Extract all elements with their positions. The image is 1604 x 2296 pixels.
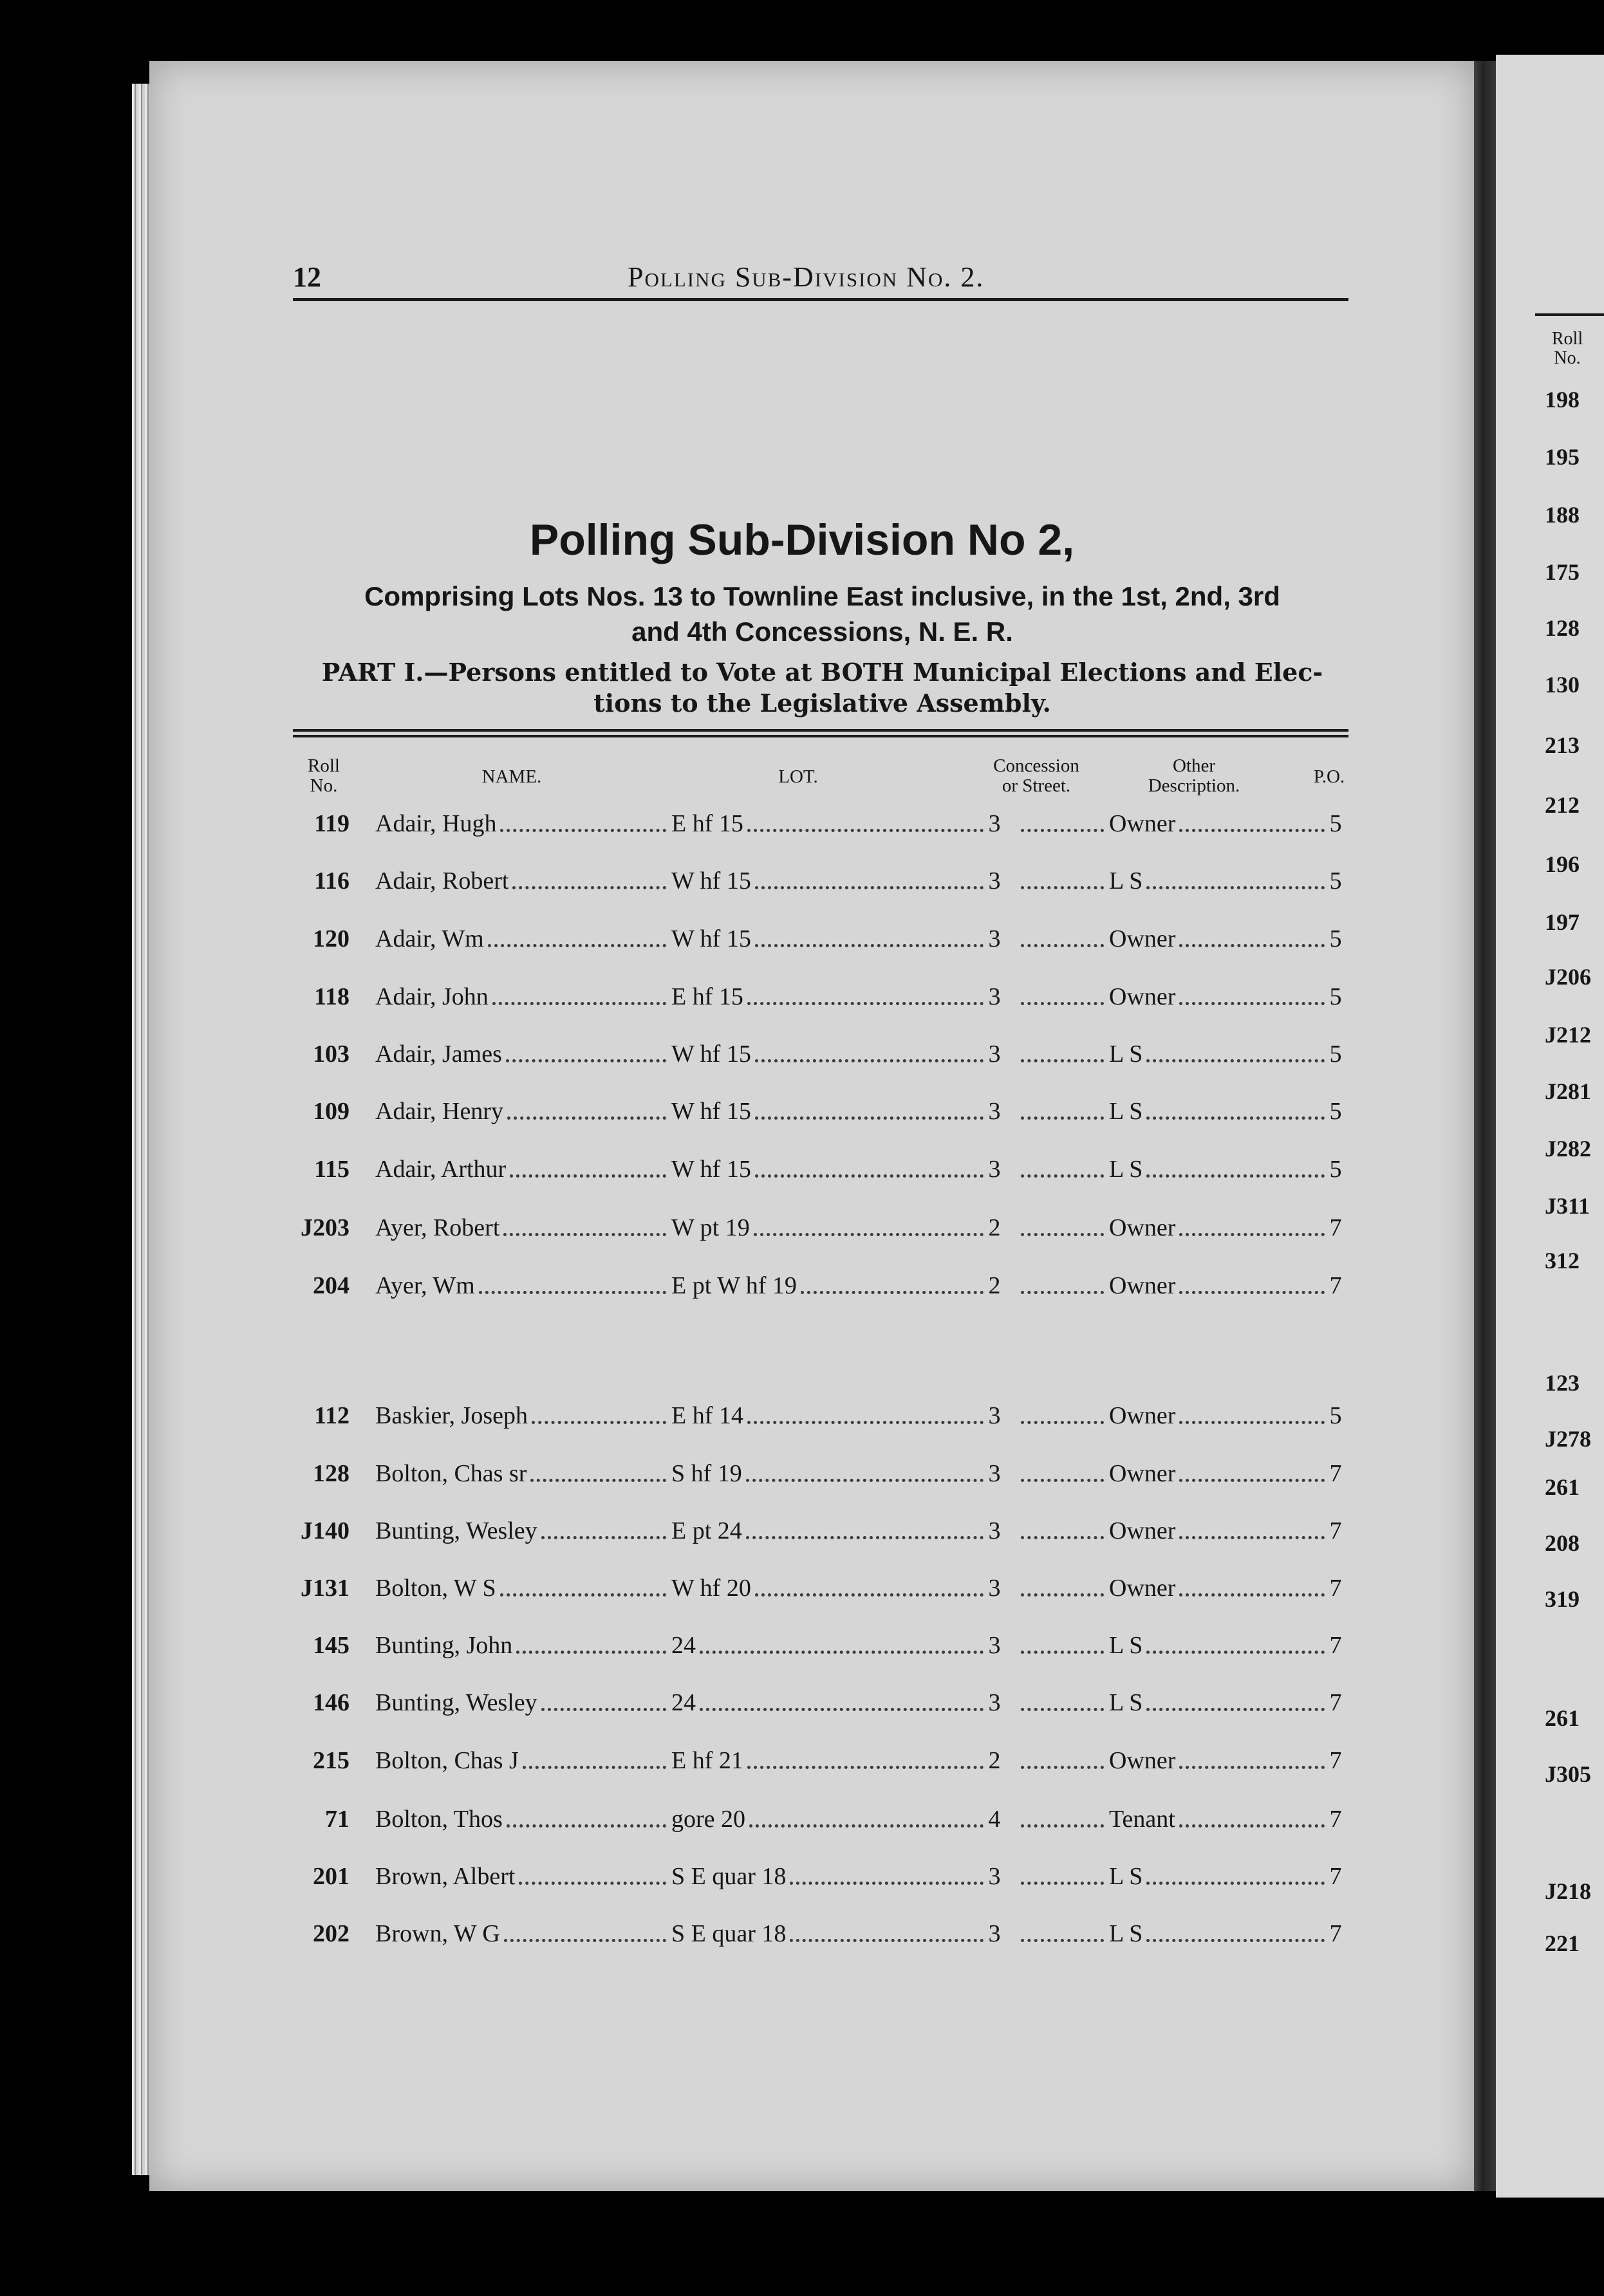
leader-dots — [755, 944, 984, 947]
header-rule — [293, 298, 1348, 301]
table-row — [293, 1631, 1365, 1670]
table-row — [293, 867, 1365, 905]
roll-no: J140 — [301, 1517, 350, 1544]
concession: 3 — [988, 1920, 1001, 1947]
leader-dots — [500, 1593, 666, 1597]
concession: 3 — [988, 1460, 1001, 1487]
leader-dots — [1146, 1174, 1325, 1178]
roll-no: 120 — [313, 925, 350, 952]
leader-dots — [530, 1479, 666, 1482]
concession: 2 — [988, 1272, 1001, 1299]
concession: 2 — [988, 1214, 1001, 1241]
roll-no: J203 — [301, 1214, 350, 1241]
description: Owner — [1109, 810, 1176, 837]
post-office: 5 — [1329, 1098, 1342, 1125]
table-row — [293, 1517, 1365, 1555]
table-row — [293, 1574, 1365, 1613]
voter-name: Adair, Hugh — [375, 810, 497, 837]
leader-dots — [747, 1766, 984, 1769]
lot: E hf 21 — [671, 1747, 743, 1774]
concession: 3 — [988, 1517, 1001, 1544]
col-header-description: Other Description. — [1148, 755, 1240, 796]
description: L S — [1109, 1098, 1143, 1125]
leader-dots — [755, 886, 984, 889]
concession: 3 — [988, 1863, 1001, 1890]
double-rule-top — [293, 729, 1348, 732]
table-row — [293, 1805, 1365, 1844]
leader-dots — [503, 1233, 666, 1236]
leader-dots — [790, 1939, 984, 1942]
facing-roll-no: 130 — [1545, 672, 1580, 698]
leader-dots — [541, 1536, 666, 1539]
leader-dots — [1146, 886, 1325, 889]
description: Owner — [1109, 1575, 1176, 1602]
post-office: 5 — [1329, 1041, 1342, 1068]
description: Owner — [1109, 925, 1176, 952]
lot: S hf 19 — [671, 1460, 742, 1487]
leader-dots — [801, 1291, 984, 1294]
col-header-lot: LOT. — [778, 766, 818, 787]
leader-dots — [1146, 1059, 1325, 1062]
description: L S — [1109, 867, 1143, 894]
lot: E hf 14 — [671, 1402, 743, 1429]
lot: E pt W hf 19 — [671, 1272, 797, 1299]
lot: 24 — [671, 1632, 696, 1659]
roll-no: 204 — [313, 1272, 350, 1299]
leader-dots — [1179, 1291, 1325, 1294]
lot: E pt 24 — [671, 1517, 742, 1544]
table-row — [293, 1920, 1365, 1958]
leader-dots — [749, 1824, 984, 1828]
lot: W hf 15 — [671, 925, 751, 952]
concession: 3 — [988, 925, 1001, 952]
post-office: 5 — [1329, 1156, 1342, 1183]
post-office: 5 — [1329, 983, 1342, 1010]
voter-name: Adair, Robert — [375, 867, 509, 894]
voter-name: Brown, Albert — [375, 1863, 516, 1890]
roll-no: 215 — [313, 1747, 350, 1774]
facing-roll-no: J311 — [1545, 1193, 1590, 1219]
concession: 3 — [988, 1041, 1001, 1068]
leader-dots — [532, 1421, 666, 1424]
table-row — [293, 1097, 1365, 1136]
facing-roll-no: J278 — [1545, 1426, 1591, 1452]
roll-no: J131 — [301, 1575, 350, 1602]
leader-dots — [506, 1059, 666, 1062]
post-office: 7 — [1329, 1214, 1342, 1241]
voter-name: Bunting, Wesley — [375, 1517, 537, 1544]
leader-dots — [1021, 1421, 1104, 1424]
facing-roll-no: J281 — [1545, 1079, 1591, 1104]
description: Owner — [1109, 1272, 1176, 1299]
leader-dots — [700, 1651, 984, 1654]
facing-roll-no: 123 — [1545, 1370, 1580, 1396]
leader-dots — [512, 886, 666, 889]
concession: 3 — [988, 1098, 1001, 1125]
leader-dots — [1146, 1116, 1325, 1120]
facing-roll-no: 208 — [1545, 1530, 1580, 1556]
lot: W pt 19 — [671, 1214, 750, 1241]
leader-dots — [1021, 1233, 1104, 1236]
description: L S — [1109, 1041, 1143, 1068]
facing-roll-no: J305 — [1545, 1761, 1591, 1787]
concession: 3 — [988, 1689, 1001, 1716]
lot: W hf 20 — [671, 1575, 751, 1602]
table-row — [293, 1272, 1365, 1310]
running-head: Polling Sub-Division No. 2. — [628, 261, 985, 293]
leader-dots — [479, 1291, 666, 1294]
post-office: 5 — [1329, 810, 1342, 837]
description: L S — [1109, 1156, 1143, 1183]
leader-dots — [1021, 886, 1104, 889]
leader-dots — [754, 1233, 984, 1236]
facing-roll-no: 312 — [1545, 1248, 1580, 1273]
table-row — [293, 1040, 1365, 1079]
leader-dots — [1179, 1766, 1325, 1769]
leader-dots — [1179, 1593, 1325, 1597]
roll-no: 201 — [313, 1863, 350, 1890]
book-gutter — [1474, 61, 1496, 2191]
facing-roll-no: 188 — [1545, 502, 1580, 528]
concession: 3 — [988, 867, 1001, 894]
leader-dots — [747, 1421, 984, 1424]
table-row — [293, 983, 1365, 1021]
post-office: 7 — [1329, 1517, 1342, 1544]
facing-roll-no: 196 — [1545, 851, 1580, 877]
subtitle-line-2: and 4th Concessions, N. E. R. — [631, 616, 1013, 647]
table-row — [293, 1459, 1365, 1498]
post-office: 7 — [1329, 1632, 1342, 1659]
table-row — [293, 1862, 1365, 1901]
leader-dots — [500, 829, 666, 832]
facing-roll-no: J218 — [1545, 1878, 1591, 1904]
leader-dots — [492, 1002, 666, 1005]
roll-no: 145 — [313, 1632, 350, 1659]
leader-dots — [700, 1708, 984, 1711]
facing-roll-no: J282 — [1545, 1136, 1591, 1162]
leader-dots — [755, 1174, 984, 1178]
voter-name: Bolton, Chas J — [375, 1747, 519, 1774]
roll-no: 118 — [314, 983, 350, 1010]
description: L S — [1109, 1689, 1143, 1716]
concession: 4 — [988, 1806, 1001, 1833]
description: L S — [1109, 1863, 1143, 1890]
lot: S E quar 18 — [671, 1920, 787, 1947]
roll-no: 146 — [313, 1689, 350, 1716]
leader-dots — [1021, 1291, 1104, 1294]
post-office: 7 — [1329, 1747, 1342, 1774]
leader-dots — [747, 829, 984, 832]
table-row — [293, 1155, 1365, 1194]
col-header-roll: Roll No. — [308, 755, 340, 796]
leader-dots — [1021, 1939, 1104, 1942]
roll-no: 202 — [313, 1920, 350, 1947]
description: Owner — [1109, 1460, 1176, 1487]
table-row — [293, 1402, 1365, 1440]
description: Owner — [1109, 983, 1176, 1010]
facing-roll-no: 213 — [1545, 732, 1580, 758]
facing-roll-no: 261 — [1545, 1474, 1580, 1500]
post-office: 7 — [1329, 1863, 1342, 1890]
leader-dots — [1179, 1824, 1325, 1828]
roll-no: 128 — [313, 1460, 350, 1487]
voter-name: Bolton, Thos — [375, 1806, 503, 1833]
roll-no: 71 — [325, 1806, 350, 1833]
leader-dots — [523, 1766, 666, 1769]
leader-dots — [519, 1882, 666, 1885]
table-row — [293, 1689, 1365, 1727]
leader-dots — [1021, 1824, 1104, 1828]
lot: E hf 15 — [671, 810, 743, 837]
col-header-concession: Concession or Street. — [993, 755, 1079, 796]
facing-roll-no: 128 — [1545, 615, 1580, 641]
lot: gore 20 — [671, 1806, 746, 1833]
lot: W hf 15 — [671, 1041, 751, 1068]
double-rule-bottom — [293, 735, 1348, 737]
post-office: 7 — [1329, 1272, 1342, 1299]
description: L S — [1109, 1920, 1143, 1947]
voter-name: Adair, Arthur — [375, 1156, 507, 1183]
leader-dots — [507, 1824, 666, 1828]
facing-roll-no: 197 — [1545, 909, 1580, 935]
description: Owner — [1109, 1214, 1176, 1241]
subtitle-line-1: Comprising Lots Nos. 13 to Townline East inclusive, in the 1st, 2nd, 3rd — [364, 581, 1280, 611]
facing-roll-no: J206 — [1545, 964, 1591, 990]
facing-roll-no: 261 — [1545, 1705, 1580, 1731]
lot: W hf 15 — [671, 867, 751, 894]
leader-dots — [790, 1882, 984, 1885]
description: L S — [1109, 1632, 1143, 1659]
facing-roll-no: 212 — [1545, 792, 1580, 818]
concession: 3 — [988, 1632, 1001, 1659]
lot: W hf 15 — [671, 1156, 751, 1183]
post-office: 5 — [1329, 925, 1342, 952]
leader-dots — [488, 944, 666, 947]
post-office: 7 — [1329, 1460, 1342, 1487]
voter-name: Ayer, Wm — [375, 1272, 475, 1299]
table-row — [293, 1746, 1365, 1785]
leader-dots — [1021, 829, 1104, 832]
leader-dots — [1146, 1651, 1325, 1654]
lot: S E quar 18 — [671, 1863, 787, 1890]
col-header-name: NAME. — [481, 766, 542, 787]
post-office: 5 — [1329, 867, 1342, 894]
concession: 3 — [988, 810, 1001, 837]
voter-name: Bunting, Wesley — [375, 1689, 537, 1716]
voter-name: Bunting, John — [375, 1632, 513, 1659]
leader-dots — [747, 1002, 984, 1005]
leader-dots — [1021, 1593, 1104, 1597]
voter-name: Adair, James — [375, 1041, 502, 1068]
leader-dots — [1021, 944, 1104, 947]
facing-roll-no: 319 — [1545, 1586, 1580, 1612]
concession: 3 — [988, 1575, 1001, 1602]
leader-dots — [1146, 1708, 1325, 1711]
voter-name: Adair, John — [375, 983, 489, 1010]
table-row — [293, 810, 1365, 848]
voter-name: Adair, Henry — [375, 1098, 503, 1125]
voter-name: Bolton, Chas sr — [375, 1460, 527, 1487]
facing-roll-no: 221 — [1545, 1930, 1580, 1956]
leader-dots — [1021, 1479, 1104, 1482]
concession: 2 — [988, 1747, 1001, 1774]
lot: 24 — [671, 1689, 696, 1716]
lot: W hf 15 — [671, 1098, 751, 1125]
leader-dots — [1146, 1882, 1325, 1885]
leader-dots — [516, 1651, 666, 1654]
roll-no: 112 — [314, 1402, 350, 1429]
facing-roll-no: 195 — [1545, 444, 1580, 470]
leader-dots — [1179, 944, 1325, 947]
leader-dots — [504, 1939, 666, 1942]
facing-header-rule — [1535, 313, 1604, 316]
post-office: 5 — [1329, 1402, 1342, 1429]
leader-dots — [541, 1708, 666, 1711]
leader-dots — [1146, 1939, 1325, 1942]
voter-name: Baskier, Joseph — [375, 1402, 528, 1429]
table-row — [293, 1214, 1365, 1252]
voter-name: Adair, Wm — [375, 925, 484, 952]
page-title: Polling Sub-Division No 2, — [529, 515, 1075, 564]
lot: E hf 15 — [671, 983, 743, 1010]
leader-dots — [1021, 1536, 1104, 1539]
leader-dots — [1021, 1882, 1104, 1885]
leader-dots — [1179, 829, 1325, 832]
leader-dots — [746, 1479, 984, 1482]
leader-dots — [1179, 1002, 1325, 1005]
voter-name: Ayer, Robert — [375, 1214, 500, 1241]
voter-name: Brown, W G — [375, 1920, 500, 1947]
post-office: 7 — [1329, 1689, 1342, 1716]
post-office: 7 — [1329, 1920, 1342, 1947]
concession: 3 — [988, 983, 1001, 1010]
leader-dots — [1179, 1421, 1325, 1424]
leader-dots — [755, 1116, 984, 1120]
description: Owner — [1109, 1517, 1176, 1544]
leader-dots — [1179, 1233, 1325, 1236]
leader-dots — [755, 1059, 984, 1062]
roll-no: 119 — [314, 810, 350, 837]
voter-name: Bolton, W S — [375, 1575, 496, 1602]
leader-dots — [510, 1174, 666, 1178]
col-header-po: P.O. — [1313, 766, 1345, 787]
roll-no: 116 — [314, 867, 350, 894]
leader-dots — [1021, 1708, 1104, 1711]
leader-dots — [746, 1536, 984, 1539]
description: Owner — [1109, 1402, 1176, 1429]
part-heading-line-2: tions to the Legislative Assembly. — [593, 689, 1051, 718]
leader-dots — [1021, 1651, 1104, 1654]
leader-dots — [1021, 1116, 1104, 1120]
concession: 3 — [988, 1156, 1001, 1183]
leader-dots — [1021, 1766, 1104, 1769]
facing-roll-no: J212 — [1545, 1022, 1591, 1048]
roll-no: 115 — [314, 1156, 350, 1183]
description: Owner — [1109, 1747, 1176, 1774]
facing-roll-no: 198 — [1545, 387, 1580, 412]
post-office: 7 — [1329, 1575, 1342, 1602]
leader-dots — [1021, 1174, 1104, 1178]
roll-no: 103 — [313, 1041, 350, 1068]
part-heading-line-1: PART I.—Persons entitled to Vote at BOTH Municipal Elections and Elec- — [321, 658, 1323, 687]
leader-dots — [1179, 1479, 1325, 1482]
page-number: 12 — [293, 261, 321, 293]
leader-dots — [755, 1593, 984, 1597]
table-row — [293, 925, 1365, 963]
facing-page — [1496, 55, 1604, 2198]
facing-roll-no: 175 — [1545, 559, 1580, 585]
leader-dots — [507, 1116, 666, 1120]
leader-dots — [1021, 1059, 1104, 1062]
description: Tenant — [1109, 1806, 1175, 1833]
post-office: 7 — [1329, 1806, 1342, 1833]
leader-dots — [1179, 1536, 1325, 1539]
leader-dots — [1021, 1002, 1104, 1005]
concession: 3 — [988, 1402, 1001, 1429]
roll-no: 109 — [313, 1098, 350, 1125]
facing-col-header: Roll No. — [1551, 329, 1583, 368]
